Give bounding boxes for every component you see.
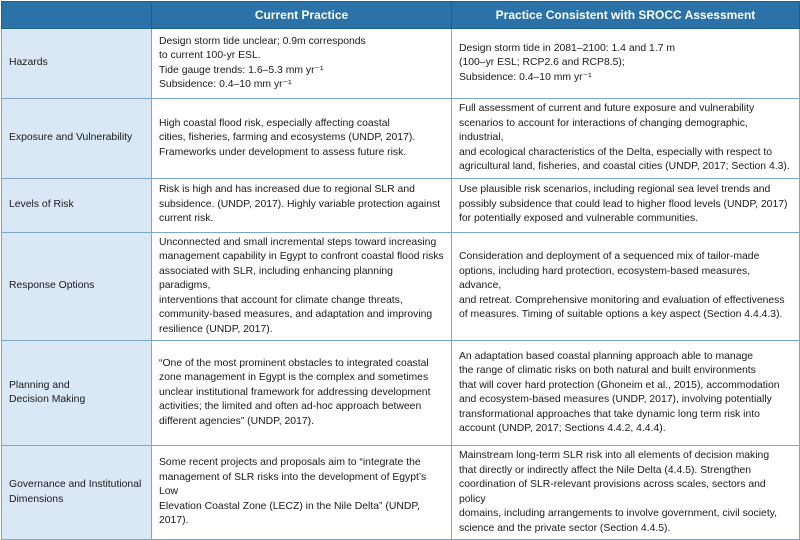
header-row	[2, 2, 800, 29]
table-row-levels-of-risk	[2, 178, 800, 232]
row-label: Response Options	[2, 232, 152, 341]
header-corner	[2, 2, 152, 29]
current-practice-cell: “One of the most prominent obstacles to integrated coastal zone management in Egypt is the complex and sometimes unclear institutional framework for addressing development activities; the limited and often ad-hoc approach between different agencies” (UNDP, 2017).	[152, 341, 452, 446]
srocc-practice-cell: Full assessment of current and future exposure and vulnerability scenarios to account for interactions of changing demographic, industrial, and ecological characteristics of the Delta, especially with respect to agricultural land, fisheries, and coastal cities (UNDP, 2017; Section 4.3).	[452, 99, 800, 179]
header-srocc-practice: Practice Consistent with SROCC Assessment	[452, 2, 800, 29]
srocc-practice-cell: Mainstream long-term SLR risk into all elements of decision making that directly or indirectly affect the Nile Delta (4.4.5). Strengthen coordination of SLR-relevant provisions across scales, sectors and policy domains, including arrangements to involve government, civil society, science and the private sector (Section 4.4.5).	[452, 446, 800, 540]
srocc-practice-cell: Design storm tide in 2081–2100: 1.4 and 1.7 m (100–yr ESL; RCP2.6 and RCP8.5); Subsidence: 0.4–10 mm yr⁻¹	[452, 29, 800, 99]
current-practice-cell: Unconnected and small incremental steps toward increasing management capability in Egypt to confront coastal flood risks associated with SLR, including enhancing planning paradigms, interventions that account for climate change threats, community-based measures, and adaptation and improving resilience (UNDP, 2017).	[152, 232, 452, 341]
header-current-practice: Current Practice	[152, 2, 452, 29]
row-label: Levels of Risk	[2, 178, 152, 232]
table-row-governance	[2, 446, 800, 540]
row-label: Hazards	[2, 29, 152, 99]
row-label: Governance and Institutional Dimensions	[2, 446, 152, 540]
table-row-planning	[2, 341, 800, 446]
row-label: Exposure and Vulnerability	[2, 99, 152, 179]
srocc-practice-cell: An adaptation based coastal planning approach able to manage the range of climatic risks on both natural and built environments that will cover hard protection (Ghoneim et al., 2015), accommodation and ecosystem-based measures (UNDP, 2017), involving potentially transformational approaches that take dynamic long term risk into account (UNDP, 2017; Sections 4.4.2, 4.4.4).	[452, 341, 800, 446]
current-practice-cell: Some recent projects and proposals aim to “integrate the management of SLR risks into the development of Egypt’s Low Elevation Coastal Zone (LECZ) in the Nile Delta” (UNDP, 2017).	[152, 446, 452, 540]
table-row-response-options	[2, 232, 800, 341]
row-label: Planning and Decision Making	[2, 341, 152, 446]
srocc-practice-cell: Consideration and deployment of a sequenced mix of tailor-made options, including hard protection, ecosystem-based measures, advance, and retreat. Comprehensive monitoring and evaluation of effectiveness of measures. Timing of suitable options a key aspect (Section 4.4.4.3).	[452, 232, 800, 341]
table-row-hazards	[2, 29, 800, 99]
table-row-exposure	[2, 99, 800, 179]
current-practice-cell: Design storm tide unclear; 0.9m corresponds to current 100-yr ESL. Tide gauge trends: 1.6–5.3 mm yr⁻¹ Subsidence: 0.4–10 mm yr⁻¹	[152, 29, 452, 99]
current-practice-cell: Risk is high and has increased due to regional SLR and subsidence. (UNDP, 2017). Highly variable protection against current risk.	[152, 178, 452, 232]
srocc-practice-cell: Use plausible risk scenarios, including regional sea level trends and possibly subsidence that could lead to higher flood levels (UNDP, 2017) for potentially exposed and vulnerable communities.	[452, 178, 800, 232]
current-practice-cell: High coastal flood risk, especially affecting coastal cities, fisheries, farming and ecosystems (UNDP, 2017). Frameworks under development to assess future risk.	[152, 99, 452, 179]
comparison-table	[1, 1, 800, 540]
